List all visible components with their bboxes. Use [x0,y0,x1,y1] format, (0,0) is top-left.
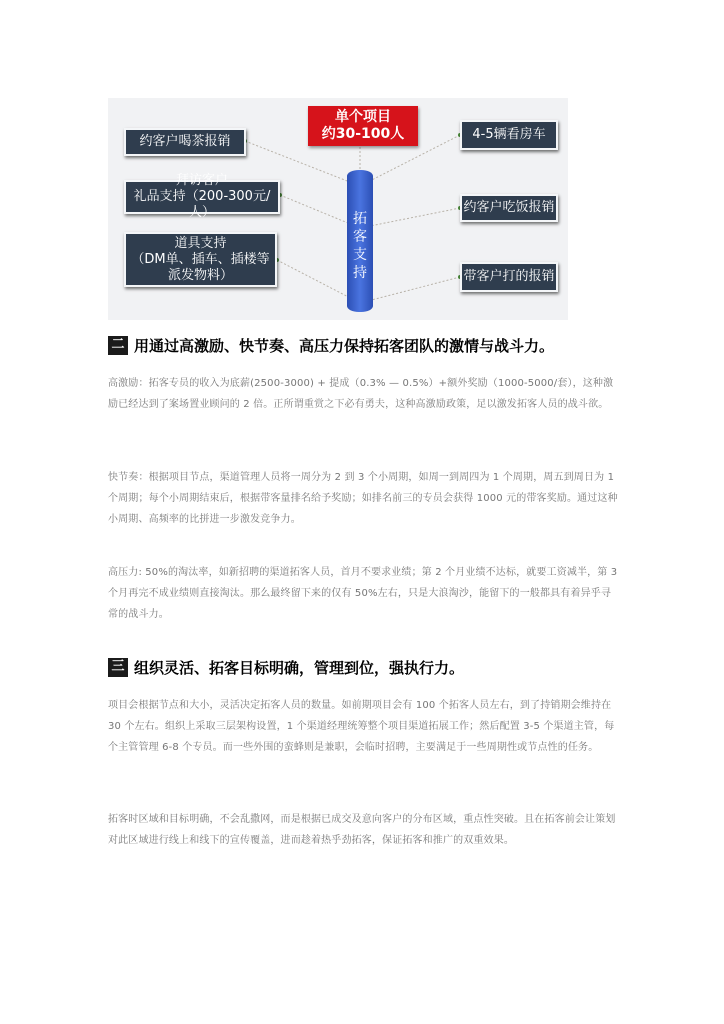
section3-number: 三 [108,658,128,677]
pillar-char: 持 [353,265,367,281]
high-incentive-paragraph: 高激励：拓客专员的收入为底薪(2500-3000) + 提成（0.3% — 0.5%）+额外奖励（1000-5000/套），这种激励已经达到了案场置业顾问的 2 倍。正所谓重赏之下必有勇夫，这种高激励政策，足以激发拓客人员的战斗欲。 [108,378,614,410]
tea-reimbursement-box: 约客户喝茶报销 [124,128,246,156]
pillar-char: 支 [353,247,367,263]
targeting-paragraph: 拓客时区域和目标明确，不会乱撒网，而是根据已成交及意向客户的分布区域，重点性突破。且在拓客前会让策划对此区域进行线上和线下的宣传覆盖，进而趁着热乎劲拓客，保证拓客和推广的双重效果。 [108,814,616,846]
props-support-box: 道具支持 （DM单、插车、插楼等 派发物料） [124,232,277,287]
viewing-cars-box: 4-5辆看房车 [460,120,558,150]
high-pressure-paragraph: 高压力: 50%的淘汰率，如新招聘的渠道拓客人员，首月不要求业绩；第 2 个月业绩不达标，就要工资减半，第 3 个月再完不成业绩则直接淘汰。那么最终留下来的仅有 50%左右，只是大浪淘沙，能留下的一般都具有着异乎寻常的战斗力。 [108,567,618,620]
pillar-label [347,210,373,282]
section3-heading [108,657,464,678]
section2-title: 用通过高激励、快节奏、高压力保持拓客团队的激情与战斗力。 [134,337,555,355]
organization-paragraph: 项目会根据节点和大小，灵活决定拓客人员的数量。如前期项目会有 100 个拓客人员左右，到了持销期会维持在 30 个左右。组织上采取三层架构设置，1 个渠道经理统筹整个项目渠道拓展工作；然后配置 3-5 个渠道主管，每个主管管理 6-8 个专员。而一些外围的蛮蜂则是兼职，会临时招聘，主要满足于一些周期性或节点性的任务。 [108,700,615,753]
fast-pace-paragraph: 快节奏：根据项目节点，渠道管理人员将一周分为 2 到 3 个小周期，如周一到周四为 1 个周期，周五到周日为 1 个周期；每个小周期结束后，根据带客量排名给予奖励；如排名前三的专员会获得 1000 元的带客奖励。通过这种小周期、高频率的比拼进一步激发竞争力。 [108,472,618,525]
dinner-reimbursement-box: 约客户吃饭报销 [460,194,558,222]
project-size-box: 单个项目 约30-100人 [308,106,418,146]
section3-title: 组织灵活、拓客目标明确，管理到位，强执行力。 [134,659,465,677]
pillar-char: 拓 [353,211,367,227]
section2-heading [108,335,554,356]
section2-number: 二 [108,336,128,355]
gift-support-box: 拜访客户 礼品支持（200-300元/人） [124,180,280,214]
taxi-reimbursement-box: 带客户打的报销 [460,262,558,292]
expansion-support-diagram [108,98,568,320]
pillar-char: 客 [353,229,367,245]
